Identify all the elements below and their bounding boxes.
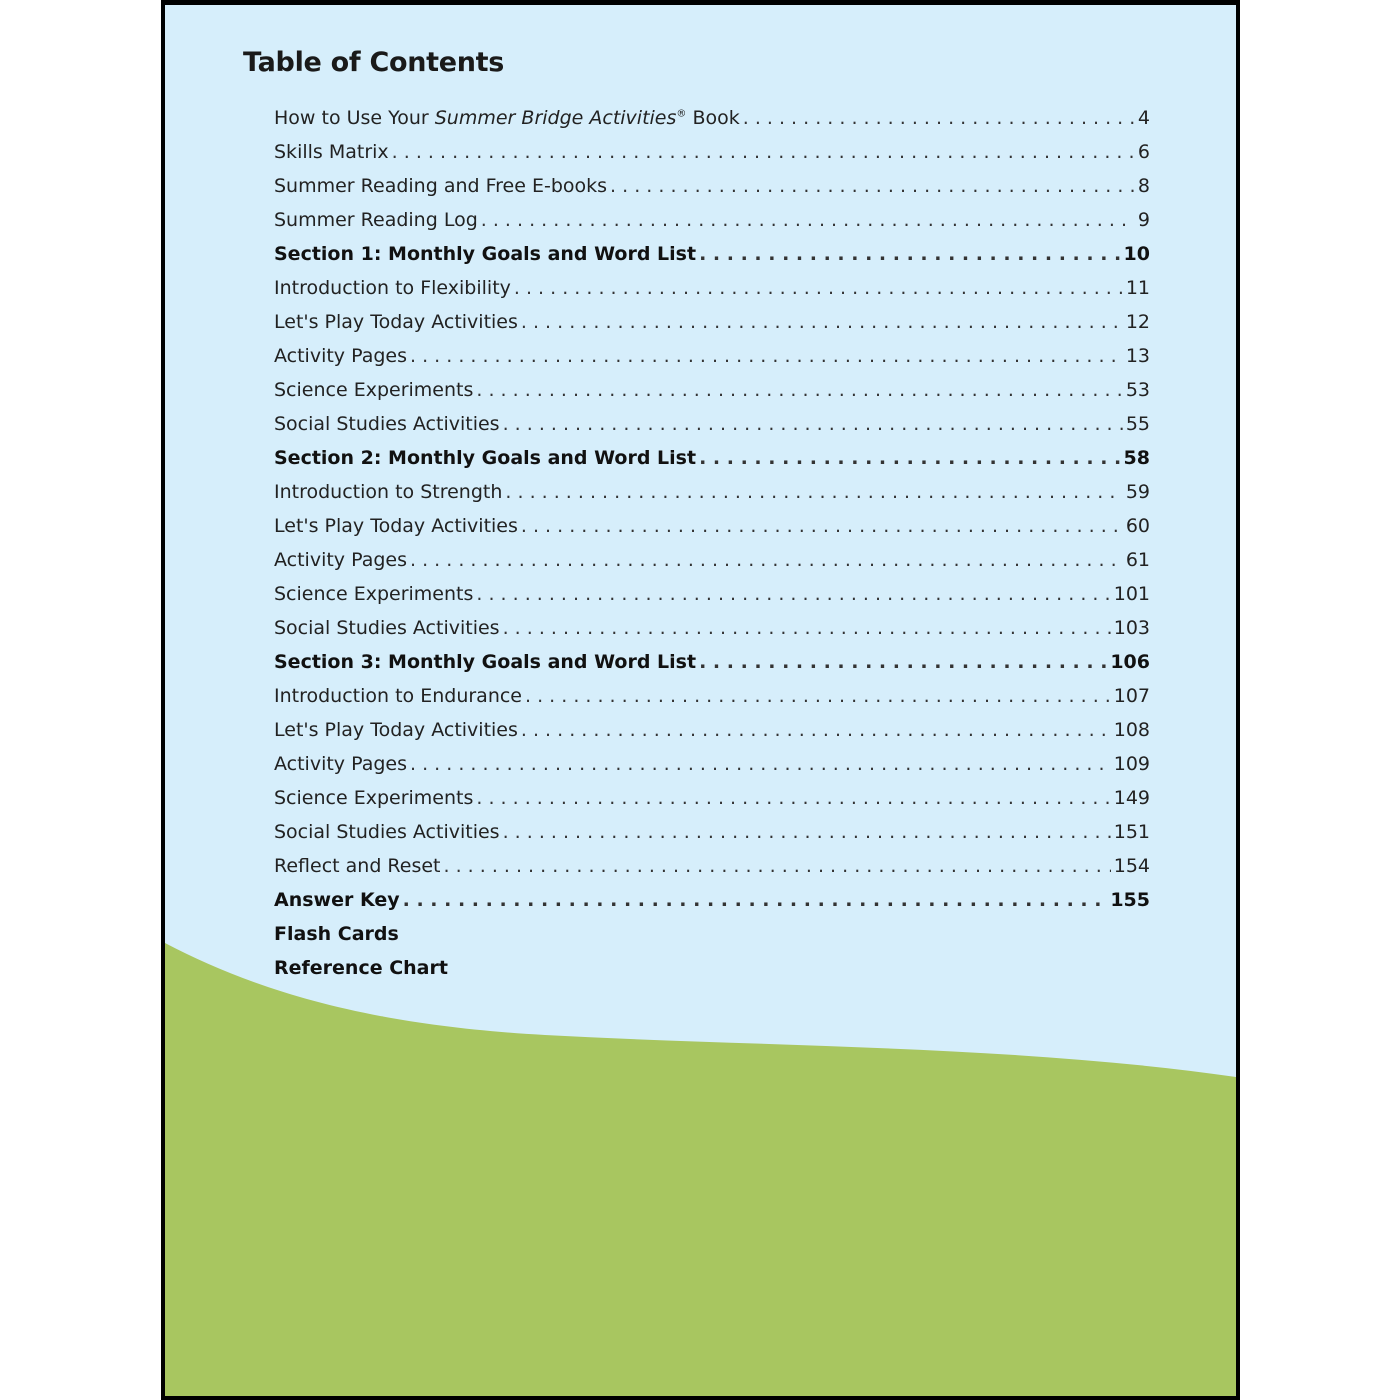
dot-leader [521, 515, 1123, 537]
dot-leader [521, 719, 1111, 741]
toc-entry-page-number: 61 [1125, 549, 1150, 571]
toc-entry [274, 209, 1150, 243]
toc-entry-label: Activity Pages [274, 549, 407, 571]
toc-entry [274, 549, 1150, 583]
toc-entry-page-number: 55 [1125, 413, 1150, 435]
toc-entry-label: How to Use Your Summer Bridge Activities® Book [274, 107, 740, 129]
toc-entry-label: Summer Reading Log [274, 209, 478, 231]
toc-entry-label: Introduction to Strength [274, 481, 503, 503]
toc-entry [274, 175, 1150, 209]
dot-leader [699, 243, 1120, 265]
toc-entry-page-number: 103 [1113, 617, 1150, 639]
dot-leader [525, 685, 1111, 707]
toc-entry-label: Introduction to Endurance [274, 685, 522, 707]
toc-entry-page-number: 151 [1113, 821, 1150, 843]
dot-leader [521, 311, 1123, 333]
toc-entry [274, 141, 1150, 175]
toc-entry [274, 379, 1150, 413]
toc-entry-page-number: 60 [1125, 515, 1150, 537]
dot-leader [743, 107, 1135, 129]
toc-entry [274, 243, 1150, 277]
toc-entry [274, 447, 1150, 481]
registered-mark: ® [676, 108, 687, 120]
toc-entry-label: Reference Chart [274, 957, 448, 979]
toc-entry [274, 821, 1150, 855]
toc-entry-label: Let's Play Today Activities [274, 515, 518, 537]
toc-entry-label: Social Studies Activities [274, 413, 500, 435]
toc-entry-page-number: 4 [1137, 107, 1150, 129]
toc-entry [274, 719, 1150, 753]
toc-entry [274, 277, 1150, 311]
toc-entry-label: Science Experiments [274, 787, 474, 809]
dot-leader [476, 583, 1110, 605]
toc-entry-page-number: 11 [1125, 277, 1150, 299]
dot-leader [476, 787, 1110, 809]
toc-page [161, 0, 1240, 1400]
toc-entry-page-number: 59 [1125, 481, 1150, 503]
dot-leader [392, 141, 1135, 163]
toc-entry [274, 515, 1150, 549]
toc-entry [274, 311, 1150, 345]
toc-entry [274, 107, 1150, 141]
dot-leader [610, 175, 1135, 197]
toc-entry [274, 957, 1150, 991]
toc-entry-italic: Summer Bridge Activities [434, 107, 677, 129]
toc-entry [274, 923, 1150, 957]
toc-entry-label: Science Experiments [274, 379, 474, 401]
toc-entry-label: Activity Pages [274, 753, 407, 775]
toc-entry-label: Flash Cards [274, 923, 399, 945]
toc-entry-page-number: 149 [1113, 787, 1150, 809]
dot-leader [403, 889, 1108, 911]
dot-leader [476, 379, 1122, 401]
toc-entry-page-number: 12 [1125, 311, 1150, 333]
dot-leader [514, 277, 1123, 299]
toc-entry-label: Social Studies Activities [274, 821, 500, 843]
toc-entry-label: Reflect and Reset [274, 855, 441, 877]
toc-entry-page-number: 101 [1113, 583, 1150, 605]
toc-entry-page-number: 109 [1113, 753, 1150, 775]
dot-leader [444, 855, 1111, 877]
toc-entry [274, 481, 1150, 515]
toc-entry-label: Section 2: Monthly Goals and Word List [274, 447, 697, 469]
toc-entry-page-number: 154 [1113, 855, 1150, 877]
toc-entry-page-number: 53 [1125, 379, 1150, 401]
toc-entry-label: Section 3: Monthly Goals and Word List [274, 651, 697, 673]
toc-entry [274, 345, 1150, 379]
toc-entry-page-number: 8 [1137, 175, 1150, 197]
dot-leader [699, 651, 1107, 673]
toc-entry [274, 787, 1150, 821]
toc-entry-page-number: 155 [1110, 889, 1150, 911]
toc-entry-label: Section 1: Monthly Goals and Word List [274, 243, 697, 265]
toc-entry-page-number: 9 [1137, 209, 1150, 231]
dot-leader [503, 821, 1111, 843]
dot-leader [481, 209, 1135, 231]
toc-entry-page-number: 108 [1113, 719, 1150, 741]
dot-leader [503, 413, 1123, 435]
dot-leader [410, 345, 1123, 367]
toc-entry-page-number: 107 [1113, 685, 1150, 707]
dot-leader [410, 753, 1111, 775]
dot-leader [505, 481, 1122, 503]
toc-entry-label: Science Experiments [274, 583, 474, 605]
dot-leader [410, 549, 1123, 571]
toc-list [274, 107, 1150, 991]
toc-entry [274, 753, 1150, 787]
toc-entry-label: Skills Matrix [274, 141, 389, 163]
toc-entry [274, 617, 1150, 651]
toc-entry-label: Let's Play Today Activities [274, 311, 518, 333]
toc-entry-page-number: 6 [1137, 141, 1150, 163]
toc-entry [274, 583, 1150, 617]
toc-entry-label: Let's Play Today Activities [274, 719, 518, 741]
toc-entry-label: Summer Reading and Free E-books [274, 175, 608, 197]
toc-entry-label: Activity Pages [274, 345, 407, 367]
dot-leader [503, 617, 1111, 639]
toc-entry-label: Answer Key [274, 889, 400, 911]
toc-entry-label: Introduction to Flexibility [274, 277, 511, 299]
toc-entry-page-number: 13 [1125, 345, 1150, 367]
toc-entry-page-number: 58 [1123, 447, 1150, 469]
grass-shape [165, 943, 1236, 1396]
toc-entry-label: Social Studies Activities [274, 617, 500, 639]
page-title: Table of Contents [243, 47, 505, 78]
toc-entry [274, 651, 1150, 685]
toc-entry [274, 855, 1150, 889]
toc-entry-page-number: 10 [1123, 243, 1150, 265]
toc-entry [274, 685, 1150, 719]
dot-leader [699, 447, 1120, 469]
toc-entry [274, 413, 1150, 447]
toc-entry-page-number: 106 [1110, 651, 1150, 673]
toc-entry [274, 889, 1150, 923]
